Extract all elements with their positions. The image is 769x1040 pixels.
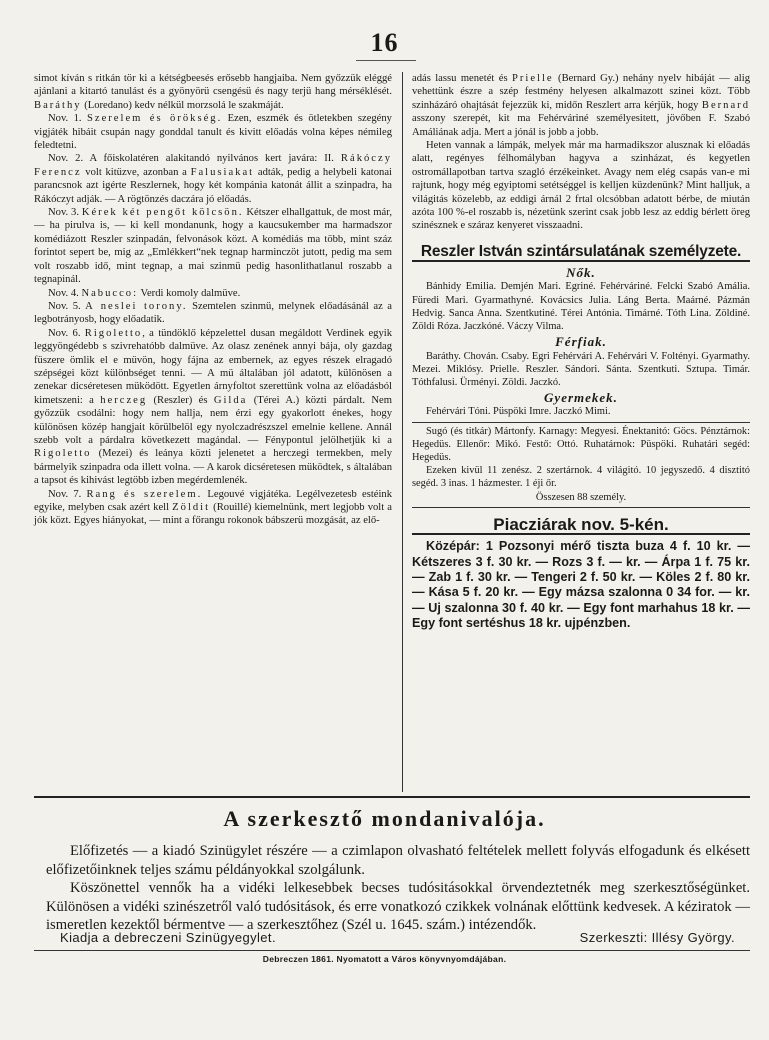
market-prices — [412, 539, 750, 631]
notice-title: A szerkesztő mondanivalója. — [223, 806, 546, 831]
imprint: Debreczen 1861. Nyomatott a Város könyvnyomdájában. — [262, 954, 507, 964]
paragraph — [412, 139, 750, 233]
publisher-line: Kiadja a debreczeni Szinügyegylet. — [60, 930, 276, 945]
editor-line: Szerkeszti: Illésy György. — [579, 930, 735, 945]
play-title: A neslei torony. — [85, 300, 188, 312]
play-title: Nabucco: — [81, 287, 139, 299]
play-title: Szerelem és örökség. — [86, 113, 223, 125]
text-run: Nov. 7. — [48, 488, 87, 500]
text-run: asszony szerepét, kit ma Fehérváriné személyesitett, jövőben F. Szabó Amáliának adja. Mert a jónál is jobb a jobb. — [412, 113, 750, 138]
text-run: Szemtelen szinmü, melynek előadásánál az a legbotrányosb, hogy előadatik. — [34, 300, 392, 326]
paragraph — [34, 72, 392, 112]
text-run: (Loredano) kedv nélkül morzsolá le szakmáját. — [81, 99, 284, 111]
text-run: (Rouillé) kiemelnünk, mert legjobb volt a jók közt. Egyes hiányokat, — mint a főrangu rokonok bábszerü mozgását, az elő- — [34, 502, 392, 527]
market-prices-text: Középár: 1 Pozsonyi mérő tiszta buza 4 f. 10 kr. — Kétszeres 3 f. 30 kr. — Rozs 3 f. — kr. — Árpa 1 f. 75 kr. — Zab 1 f. 30 kr. — Tengeri 2 f. 50 kr. — Köles 2 f. 80 kr. — Kása 5 f. 20 kr. — Egy mázsa szalonna 0 34 for. — kr. — Uj szalonna 30 f. 40 kr. — Egy font marhahus 18 kr. — Egy font sertéshus 18 kr. ujpénzben. — [412, 539, 750, 631]
women-heading: Nők. — [566, 265, 596, 281]
role-name: herczeg — [100, 394, 148, 406]
actor-name: Baráthy — [34, 99, 82, 111]
text-run: adták, pedig a helybeli katonai parancsnok azt igérte Reszlernek, hogy két kompánia katonát állit a szinpadra, ha Rákóczyt adják. — A rögtönzés daczára jó előadás. — [34, 166, 392, 205]
text-run: Nov. 3. — [48, 207, 82, 219]
column-divider — [402, 72, 403, 792]
paragraph — [34, 327, 392, 488]
text-run: Nov. 4. — [48, 287, 82, 299]
role-name: Gilda — [213, 394, 248, 406]
staff-total: Összesen 88 személy. — [535, 491, 627, 503]
text-run: Nov. 1. — [48, 113, 87, 125]
text-run: Nov. 2. A főiskolatéren alakitandó nyilvános kert javára: II. — [48, 153, 341, 165]
left-column — [34, 72, 392, 528]
text-run: , a tündöklő képzelettel dusan megáldott Verdinek egyik leggyöngédebb s szivrehatóbb dalmüve. Az olasz zenének annyi bája, oly gazdag füszere ömlik el e müvön, hogy fájna az embernek, az egyes részek elragadó szépségei közt különbséget tenni. — A mü általában jól adatott, különösen a zenekar dicséretesen müködött. Egyetlen árnyfoltot szerettünk volna az előadásból kimetszeni: a — [34, 327, 392, 406]
play-title: Rigoletto — [84, 327, 143, 339]
children-heading: Gyermekek. — [544, 390, 618, 406]
women-list: Bánhidy Emilia. Demjén Mari. Egriné. Fehérváriné. Felcki Szabó Amália. Füredi Mari. Gyarmathyné. Kovácsics Julia. Láng Berta. Maárné. Pázmán Hedvig. Sanca Anna. Szentkutiné. Térei Antónia. Timárné. Tóth Lina. Zöldiné. Zöldi Róza. Jaczkóné. Váczy Vilma. — [412, 281, 750, 333]
staff-list — [412, 266, 750, 503]
actor-name: Prielle — [511, 73, 554, 84]
text-run: (Reszler) és — [147, 394, 214, 406]
staff-section-title: Reszler István szintársulatának személyzete. — [420, 242, 742, 260]
page-number-rule — [356, 60, 416, 65]
notice-rule — [34, 796, 750, 798]
notice-paragraph: Köszönettel vennők ha a vidéki lelkesebbek becses tudósitásokkal örvendeztetnék meg szerkesztőségünket. Különösen a vidéki szinészetről való tudósitások, és erre vonatkozó czikkek volnának előttünk kedvesek. A kéziratok — ismeretlen kezektől bérmentve — a szerkesztőhez (Szél u. 1645. szám.) intézendők. — [46, 880, 750, 934]
text-run: (Mezei) és leánya közti jelenetet a herczegi termekben, mely bármelyik szinpadra oda illett volna. — A karok dicséretesen müködtek, s általában a tapsot és kihivást legtöbb izben megérdemlenék. — [34, 448, 392, 487]
paragraph — [412, 72, 750, 139]
paragraph — [34, 488, 392, 528]
editor-notice — [46, 842, 750, 935]
other-staff: Ezeken kivül 11 zenész. 2 szertárnok. 4 világitó. 10 jegyszedő. 4 disztitó segéd. 3 inas. 1 házmester. 1 éji őr. — [412, 465, 750, 490]
role-name: Bernard — [701, 99, 750, 111]
right-column — [412, 72, 750, 632]
play-title: Rákóczy Ferencz — [34, 153, 392, 178]
text-run: Heten vannak a lámpák, melyek már ma harmadikszor alusznak ki előadás alatt, regényes félhomályban hagyva a szinházat, és kegyetlen ostromállapotban tartva szagló érzékeinket. Avagy nem elég csapás van-e mi rajtunk, hogy még egyiptomi setétséggel is kelljen küzdenünk? Mint halljuk, a világitás közelebb, az eddigi árnál 2 frtal olcsóbban adatott bérbe, de miután azóta 100 %-el roszabb is, nézetünk szerint csak jobb lesz az eddig bérlett öreg szinésznek e száraz kenyeret visszaadni. — [412, 140, 750, 232]
men-list: Baráthy. Chován. Csaby. Egri Fehérvári A. Fehérvári V. Foltényi. Gyarmathy. Mezei. Miklósy. Prielle. Reszler. Sándori. Sánta. Szentkuti. Sztupa. Timár. Tóthfalusi. Ürményi. Zöldi. Jaczkó. — [412, 350, 750, 388]
paragraph — [34, 206, 392, 286]
play-title: Kérek két pengőt kölcsön. — [81, 207, 244, 219]
text-run: volt kitüzve, azonban a — [81, 166, 191, 178]
officials-list: Sugó (és titkár) Mártonfy. Karnagy: Megyesi. Énektanitó: Göcs. Pénztárnok: Hegedüs. Ellenőr: Mikó. Festő: Ottó. Ruhatárnok: Püspöki. Ruhatári segéd: Hegedüs. — [412, 425, 750, 463]
text-run: simot kíván s ritkán tör ki a kétségbeesés erősebb hangjaiba. Nem győzzük eléggé ajánlani a kitartó tanulást és a gyönyörü csengésü és nagy terjü hang mérséklését. — [34, 73, 392, 98]
paragraph — [34, 152, 392, 206]
text-run: (Bernard Gy.) nehány nyelv hibáját — alig vehettünk észre a szép festmény helyesen alkalmazott szinei közt. Több szinházáró ohajtását fejezzük ki, midőn Reszlert arra kérjük, hogy — [412, 73, 750, 111]
text-run: adás lassu menetét és — [412, 73, 512, 84]
market-prices-title: Piacziárak nov. 5-kén. — [493, 514, 669, 534]
section-rule — [412, 260, 750, 262]
paragraph — [34, 287, 392, 300]
text-run: Verdi komoly dalmüve. — [138, 287, 241, 299]
divider — [412, 507, 750, 508]
text-run: (Térei A.) közti párdalt. Nem győzzük csodálni: hogy nem hallja, nem érzi egy gyakorlott énekes, hogy különösen közép hangjait körülbelöl egy nyolczadrészszel emelnie kellene. Annál szebb volt a párdalra következett magándal. — Fénypontul jelölhetjük ki a — [34, 394, 392, 446]
divider — [412, 422, 750, 423]
text-run: Nov. 6. — [48, 327, 85, 339]
notice-paragraph: Előfizetés — a kiadó Szinügylet részére — a czimlapon olvasható feltételek mellett folyvás elfogadunk és elkésett előfizetőinknek teljes számu példányokkal szolgálunk. — [46, 843, 750, 878]
text-run: Nov. 5. — [48, 300, 86, 312]
imprint-rule — [34, 950, 750, 951]
actor-name: Zöldit — [172, 502, 211, 513]
play-title: Rang és szerelem. — [86, 488, 203, 500]
play-title: Falusiakat — [190, 166, 255, 178]
paragraph — [34, 300, 392, 327]
men-heading: Férfiak. — [555, 334, 607, 350]
text-run: Legouvé vigjátéka. Legélvezetesb estéink egyike, melyben csak azért kell — [34, 488, 393, 513]
paragraph — [34, 112, 392, 152]
role-name: Rigoletto — [34, 448, 92, 460]
page-number: 16 — [370, 28, 399, 57]
text-run: Kétszer elhallgattuk, de most már, — ha pirulva is, — ki kell mondanunk, hogy a kaucsukember ma harmadszor komédiázott Reszler szinpadán, felvonások közt. A komédiás ma több, mint száz forintot sepert be, mig az „Emlékkert“nek tegnap harminczöt jutott, pedig ma sem volt roszabb idő, mint tegnap, a mai szinmü pedig hasonlithatlanul roszabb a tegnapinál. — [34, 207, 392, 286]
children-list: Fehérvári Tóni. Püspöki Imre. Jaczkó Mimi. — [426, 406, 611, 418]
text-run: Ezen, eszmék és ötletekben szegény vigjáték hibáit csupán nagy gonddal tanult és kivitt előadás volna képes némileg feledtetni. — [34, 113, 392, 152]
